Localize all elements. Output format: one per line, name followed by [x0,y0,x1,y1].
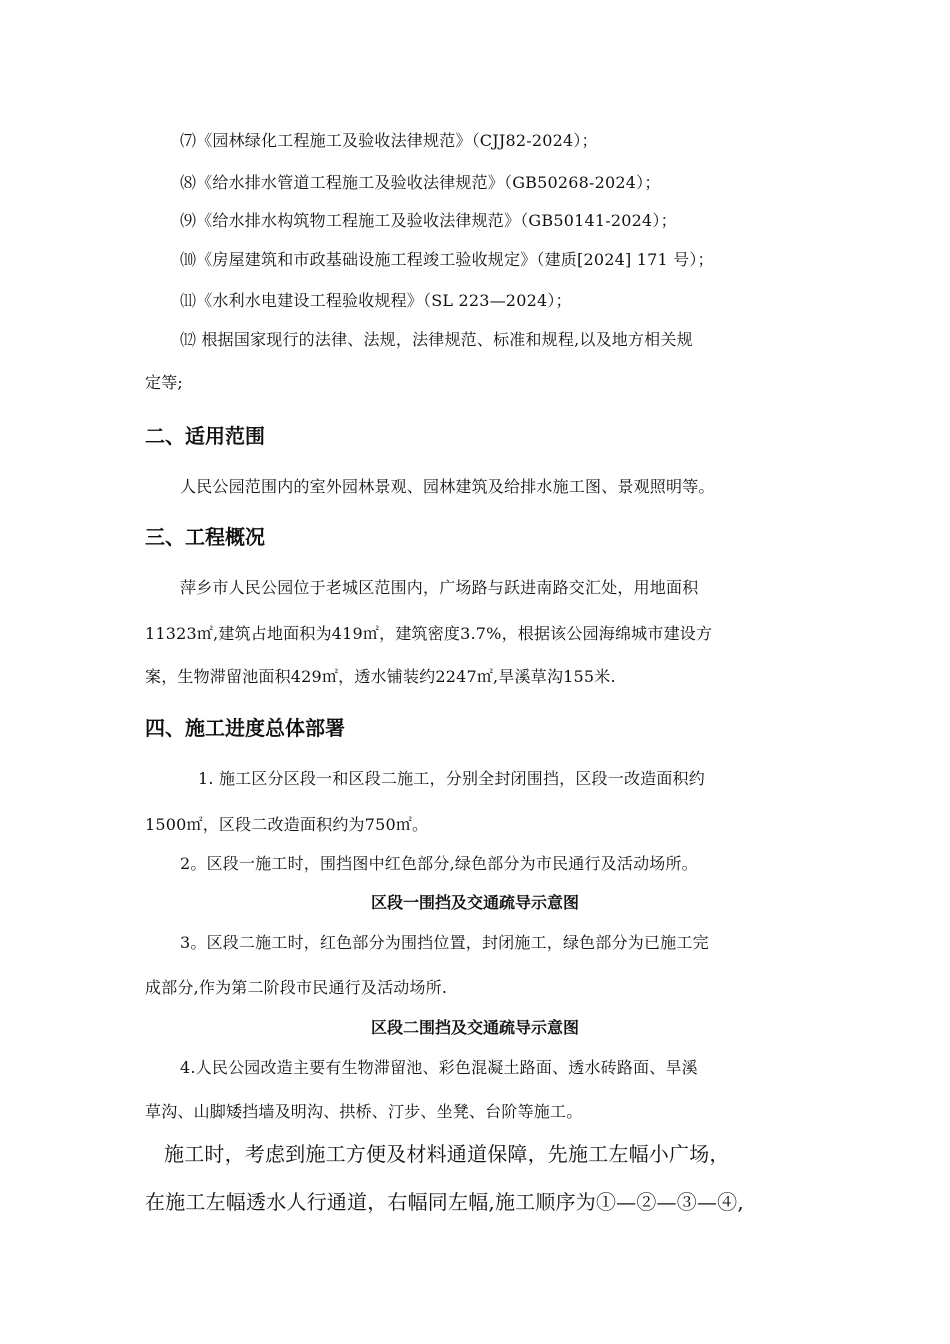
reference-8: ⑻《给水排水管道工程施工及验收法律规范》（GB50268-2024）； [180,173,661,192]
figure-caption-stage1: 区段一围挡及交通疏导示意图 [370,893,579,912]
overview-line-3: 案，生物滞留池面积429㎡，透水铺装约2247㎡,旱溪草沟155米. [145,667,616,686]
reference-7: ⑺《园林绿化工程施工及验收法律规范》（CJJ82-2024）； [180,131,598,150]
section-heading-scope: 二、适用范围 [145,424,265,448]
schedule-item2: 2。区段一施工时，围挡图中红色部分,绿色部分为市民通行及活动场所。 [180,854,698,873]
figure-caption-stage2: 区段二围挡及交通疏导示意图 [370,1018,579,1037]
schedule-item1-line2: 1500㎡，区段二改造面积约为750㎡。 [145,815,429,834]
schedule-item4-line1: 4.人民公园改造主要有生物滞留池、彩色混凝土路面、透水砖路面、旱溪 [180,1058,698,1077]
reference-11: ⑾《水利水电建设工程验收规程》（SL 223—2024）； [180,291,572,310]
reference-12-cont: 定等; [145,373,183,392]
overview-line-2: 11323㎡,建筑占地面积为419㎡，建筑密度3.7%，根据该公园海绵城市建设方 [145,624,713,643]
closing-line-1: 施工时，考虑到施工方便及材料通道保障，先施工左幅小广场， [164,1142,730,1166]
schedule-item3-line1: 3。区段二施工时，红色部分为围挡位置，封闭施工，绿色部分为已施工完 [180,933,709,952]
reference-9: ⑼《给水排水构筑物工程施工及验收法律规范》（GB50141-2024）； [180,211,677,230]
overview-line-1: 萍乡市人民公园位于老城区范围内，广场路与跃进南路交汇处，用地面积 [180,578,699,597]
reference-10: ⑽《房屋建筑和市政基础设施工程竣工验收规定》（建质[2024] 171 号）； [180,250,714,269]
scope-text: 人民公园范围内的室外园林景观、园林建筑及给排水施工图、景观照明等。 [180,477,715,496]
section-heading-overview: 三、工程概况 [145,525,265,549]
section-heading-schedule: 四、施工进度总体部署 [145,716,345,740]
closing-line-2: 在施工左幅透水人行通道，右幅同左幅,施工顺序为①—②—③—④, [145,1190,744,1214]
reference-12: ⑿ 根据国家现行的法律、法规，法律规范、标准和规程,以及地方相关规 [180,330,693,349]
schedule-item3-line2: 成部分,作为第二阶段市民通行及活动场所. [145,978,448,997]
schedule-item1-line1: 1. 施工区分区段一和区段二施工，分别全封闭围挡，区段一改造面积约 [198,769,705,788]
schedule-item4-line2: 草沟、山脚矮挡墙及明沟、拱桥、汀步、坐凳、台阶等施工。 [145,1102,583,1121]
